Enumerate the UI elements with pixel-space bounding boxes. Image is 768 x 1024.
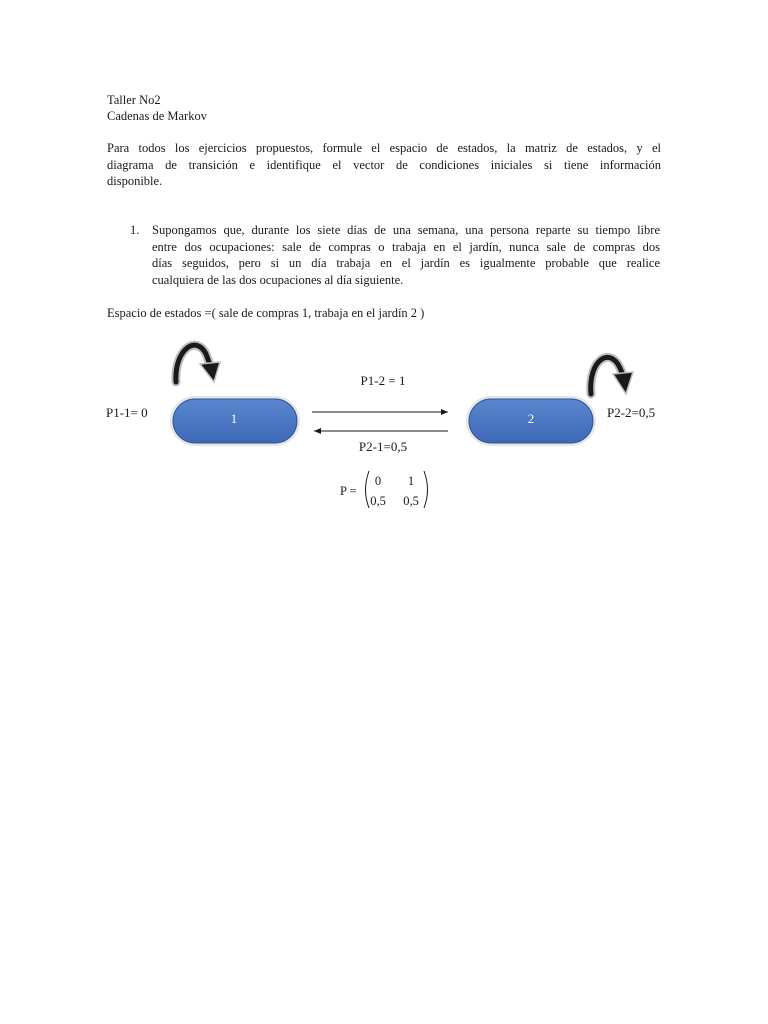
matrix-r1c2: 1 (407, 474, 415, 488)
exercise-line: entre dos ocupaciones: sale de compras o trabaja en el jardín, nunca sale de compras dos (152, 239, 660, 254)
p21-label: P2-1=0,5 (358, 439, 408, 454)
document-subtitle: Cadenas de Markov (107, 109, 207, 123)
state-1-node (170, 396, 300, 446)
intro-paragraph (107, 140, 661, 190)
title-block (107, 92, 207, 124)
markov-diagram (0, 330, 768, 520)
state-2-label: 2 (527, 411, 535, 426)
exercise-number: 1. (130, 223, 140, 237)
matrix-r1c1: 0 (374, 474, 382, 488)
matrix-label: P = (340, 484, 357, 498)
p22-label: P2-2=0,5 (607, 405, 656, 420)
intro-line: Para todos los ejercicios propuestos, formule el espacio de estados, la matriz de estados, y el (107, 141, 661, 155)
intro-line: disponible. (107, 174, 163, 188)
self-loop-1-icon (176, 345, 220, 382)
state-1-label: 1 (230, 411, 238, 426)
p12-label: P1-2 = 1 (360, 373, 406, 388)
state-space-text: Espacio de estados =( sale de compras 1, trabaja en el jardín 2 ) (107, 306, 425, 320)
state-2-node (466, 396, 596, 446)
exercise-line: cualquiera de las dos ocupaciones al día siguiente. (152, 272, 404, 287)
exercise-line: días seguidos, pero si un día trabaja en el jardín es igualmente probable que realice (152, 256, 660, 270)
right-paren-icon (424, 471, 428, 508)
p11-label: P1-1= 0 (106, 405, 148, 420)
matrix-r2c2: 0,5 (403, 494, 419, 508)
left-paren-icon (366, 471, 370, 508)
intro-line: diagrama de transición e identifique el vector de condiciones iniciales si tiene información (107, 157, 661, 172)
exercise-text (152, 222, 660, 288)
exercise-line: Supongamos que, durante los siete días de una semana, una persona reparte su tiempo libre (152, 223, 660, 237)
matrix-r2c1: 0,5 (370, 494, 386, 508)
self-loop-2-icon (591, 357, 633, 394)
document-title: Taller No2 (107, 93, 161, 107)
transition-matrix (340, 471, 428, 508)
